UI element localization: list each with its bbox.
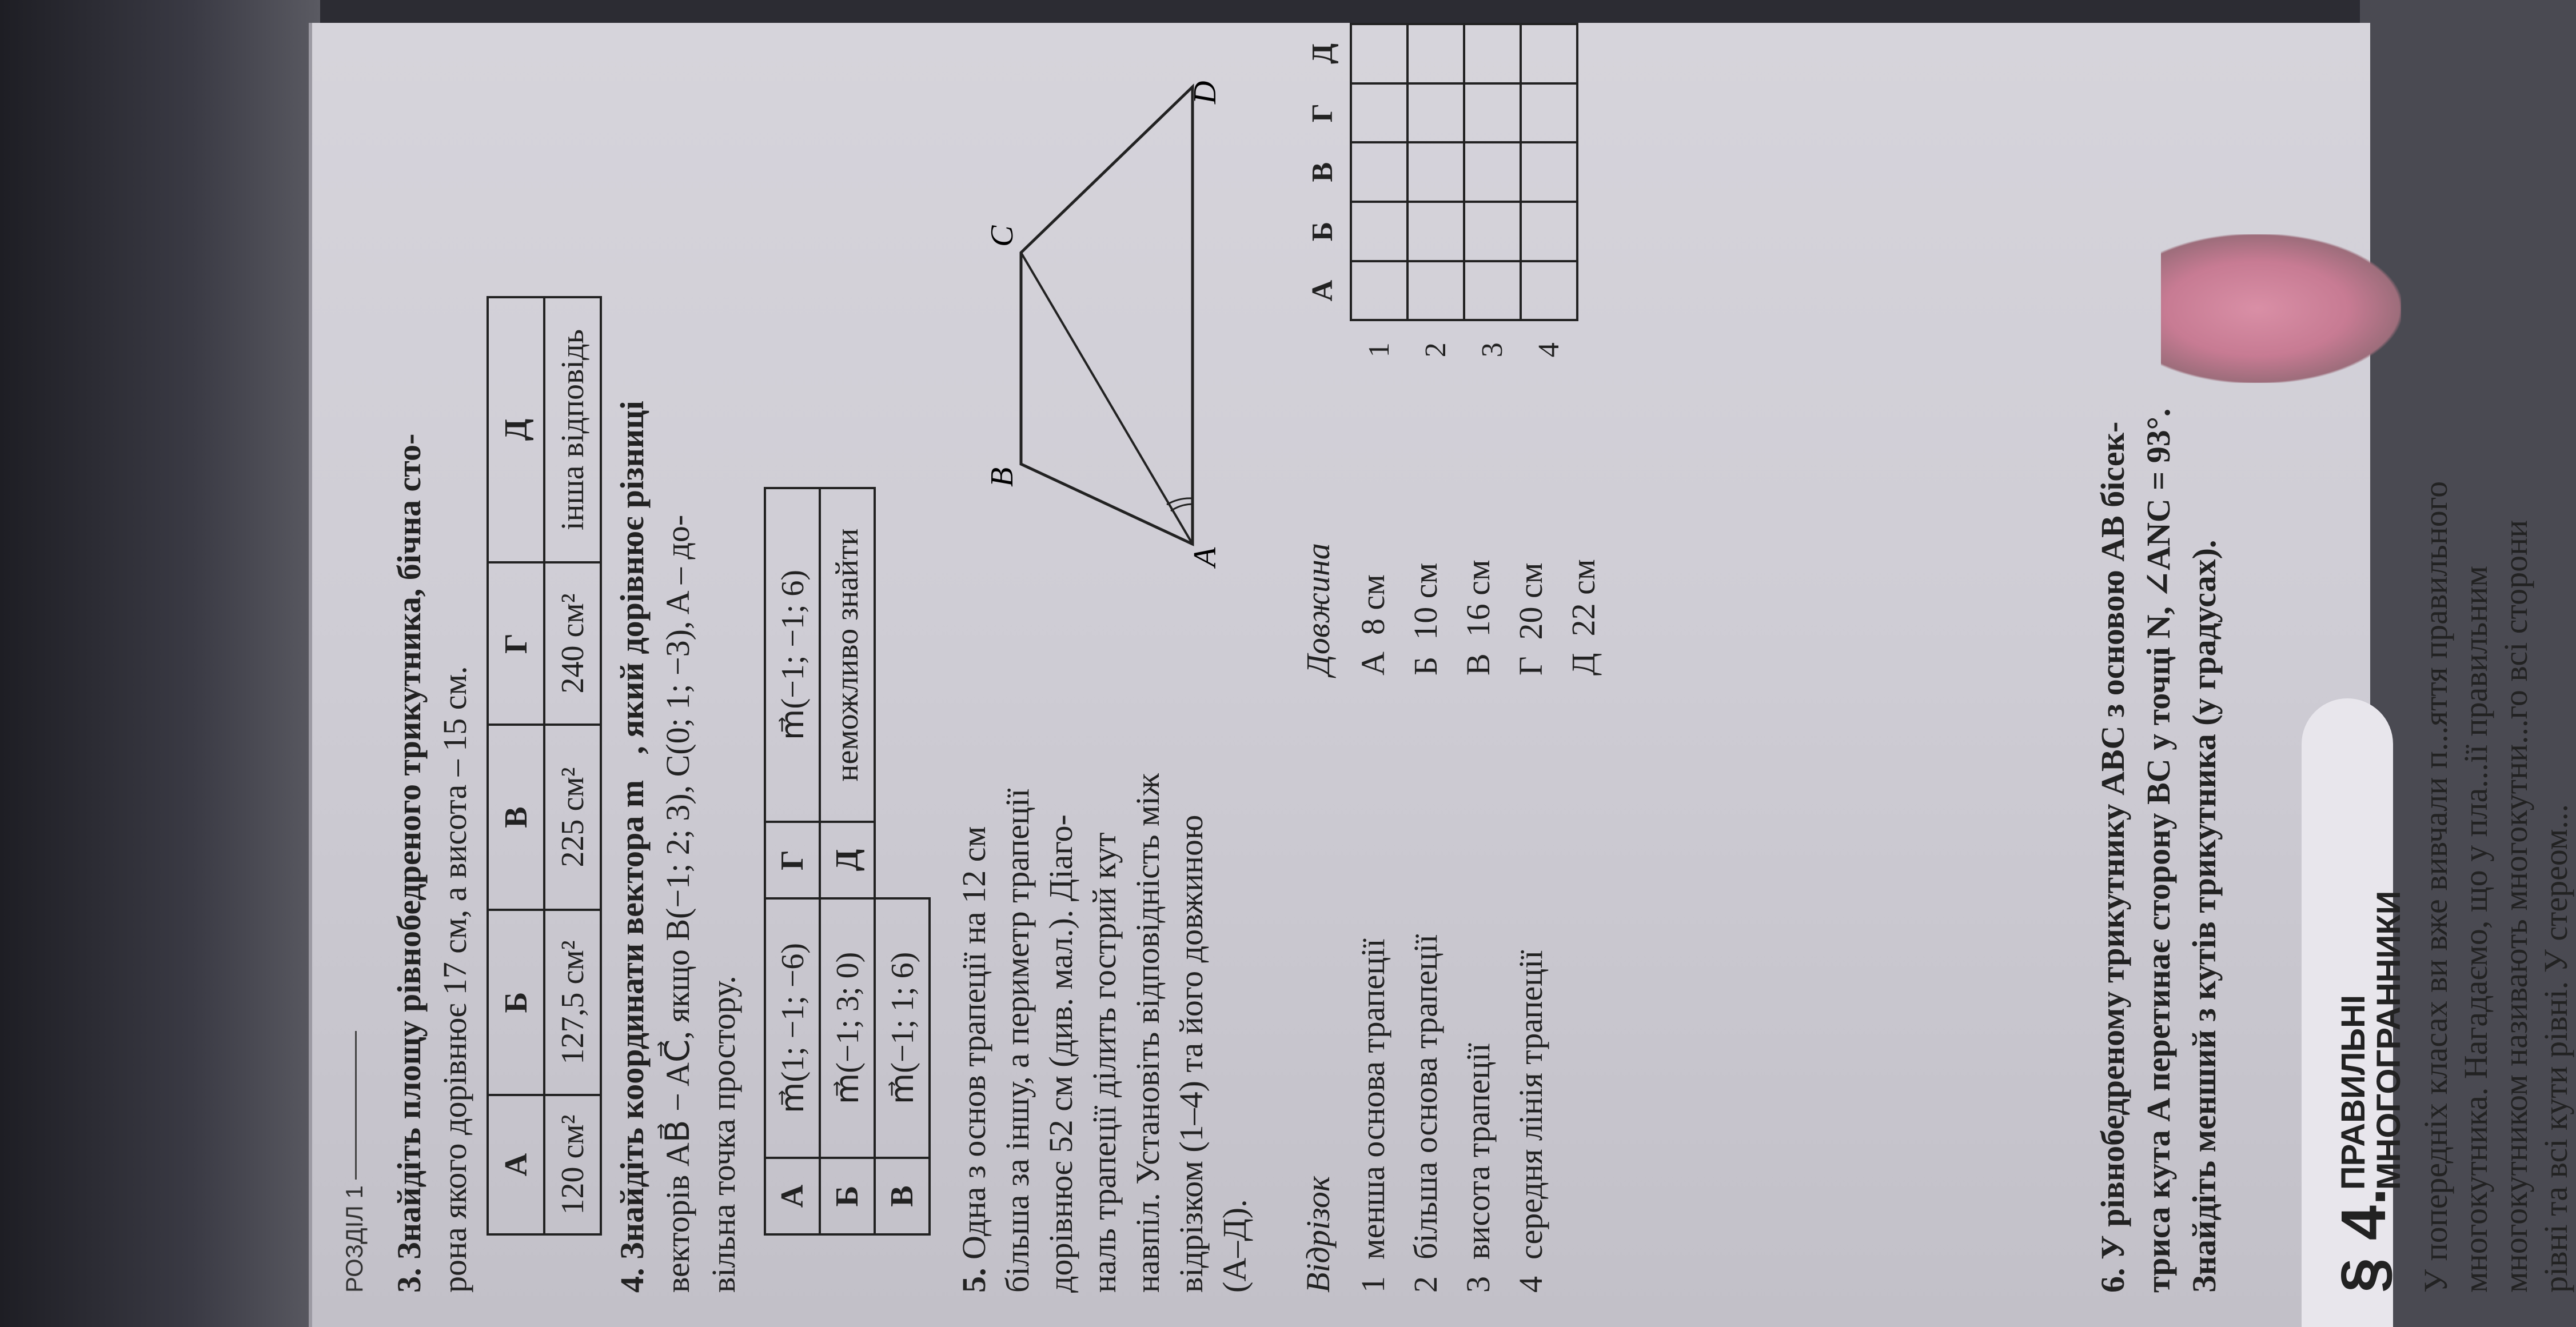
trapezoid-figure: [964, 70, 1227, 584]
segment-number: 4: [1512, 1276, 1549, 1293]
q4-value-b: m⃗(−1; 3; 0): [820, 898, 875, 1158]
q4-answer-table: [764, 487, 931, 1236]
length-item-d: [1557, 559, 1610, 676]
grid-col-g: Г: [1306, 103, 1339, 123]
grid-cell[interactable]: [1351, 24, 1407, 83]
segment-item-2: [1399, 934, 1452, 1293]
question-3: [386, 64, 478, 1293]
grid-cell[interactable]: [1521, 202, 1577, 261]
segment-text: менша основа трапеції: [1354, 938, 1391, 1260]
q4-letter-a: А: [765, 1158, 820, 1234]
lengths-title: Довжина: [1299, 543, 1337, 676]
grid-cell[interactable]: [1464, 24, 1521, 83]
q3-text-line1: Знайдіть площу рівнобедреного трикутника, бічна сто-: [390, 433, 428, 1260]
q5-line-7: (А–Д).: [1216, 1199, 1253, 1293]
section-title: [2336, 891, 2407, 1190]
grid-cell[interactable]: [1464, 202, 1521, 261]
question-5: [952, 607, 1257, 1293]
grid-cell[interactable]: [1407, 261, 1464, 321]
segment-number: 2: [1407, 1276, 1444, 1293]
grid-cell[interactable]: [1521, 24, 1577, 83]
page-header: [341, 1031, 368, 1293]
finger-thumb: [2161, 234, 2401, 383]
angle-arc-1: [1171, 504, 1193, 511]
grid-cell[interactable]: [1351, 142, 1407, 202]
segment-number: 3: [1460, 1276, 1497, 1293]
q4-number: 4.: [613, 1268, 651, 1293]
q5-line-2: більша за іншу, а периметр трапеції: [999, 788, 1036, 1293]
q3-answer-table: [487, 296, 602, 1236]
grid-row-4: 4: [1533, 342, 1565, 358]
vertex-c-label: C: [984, 225, 1020, 247]
grid-cell[interactable]: [1407, 142, 1464, 202]
grid-row-1: 1: [1363, 342, 1395, 358]
length-letter: Б: [1407, 656, 1444, 676]
length-letter: Г: [1512, 656, 1549, 676]
textbook-page: [309, 23, 2574, 1327]
q6-number: 6.: [2094, 1268, 2131, 1293]
grid-col-v: В: [1306, 162, 1339, 182]
q3-value-a: 120 см²: [544, 1095, 601, 1234]
q3-number: 3.: [390, 1268, 428, 1293]
q3-header-b: Б: [488, 910, 544, 1095]
length-letter: А: [1354, 651, 1391, 676]
length-value: 10 см: [1407, 562, 1444, 640]
grid-row-2: 2: [1419, 342, 1452, 358]
length-item-b: [1399, 559, 1452, 676]
para-line3: многокутником називають многокутни...го всі сторони: [2497, 519, 2534, 1293]
length-item-v: [1452, 559, 1505, 676]
q5-line-4: наль трапеції ділить гострий кут: [1086, 832, 1123, 1293]
segment-text: висота трапеції: [1460, 1043, 1497, 1260]
segment-text: середня лінія трапеції: [1512, 950, 1549, 1260]
q4-letter-g: Г: [765, 822, 820, 898]
q4-value-a: m⃗(1; −1; −6): [765, 898, 820, 1158]
length-letter: Д: [1565, 653, 1602, 676]
para-line4: рівні та всі кути рівні. У стереом...: [2537, 804, 2574, 1293]
q5-number: 5.: [955, 1268, 992, 1293]
q3-header-v: В: [488, 725, 544, 910]
length-value: 16 см: [1460, 559, 1497, 637]
q3-header-g: Г: [488, 562, 544, 725]
section-title-line2: МНОГОГРАННИКИ: [2370, 890, 2407, 1190]
q3-value-v: 225 см²: [544, 725, 601, 910]
grid-cell[interactable]: [1407, 202, 1464, 261]
trapezoid-diagonal: [1021, 253, 1193, 544]
grid-cell[interactable]: [1351, 261, 1407, 321]
q4-value-g: m⃗(−1; −1; 6): [765, 488, 820, 822]
q5-line-6: відрізком (1–4) та його довжиною: [1173, 814, 1210, 1293]
q5-line-1: Одна з основ трапеції на 12 см: [955, 826, 992, 1260]
q3-value-g: 240 см²: [544, 562, 601, 725]
q4-text-line3: вільна точка простору.: [705, 976, 742, 1293]
q4-text-line2: векторів AB⃗ − AC⃗, якщо B(−1; 2; 3), C(0; 1; −3), A – до-: [659, 514, 696, 1293]
grid-row-3: 3: [1476, 342, 1509, 358]
q6-text-line3: Знайдіть менший з кутів трикутника (у градусах).: [2186, 539, 2223, 1293]
vertex-b-label: B: [984, 467, 1020, 487]
q5-line-5: навпіл. Установіть відповідність між: [1129, 773, 1166, 1293]
section-label: РОЗДІЛ 1: [341, 1185, 368, 1293]
length-value: 20 см: [1512, 562, 1549, 640]
segment-item-1: [1347, 934, 1399, 1293]
q3-header-a: А: [488, 1095, 544, 1234]
para-line1: У попередніх класах ви вже вивчали п...яття правильного: [2417, 481, 2454, 1293]
length-value: 8 см: [1354, 574, 1391, 635]
segments-title: Відрізок: [1299, 1176, 1337, 1293]
q4-letter-d: Д: [820, 822, 875, 898]
grid-cell[interactable]: [1351, 202, 1407, 261]
q6-text-line1: У рівнобедреному трикутнику ABC з основою AB бісек-: [2094, 421, 2131, 1260]
grid-cell[interactable]: [1407, 24, 1464, 83]
q4-text-line1: Знайдіть координати вектора m⃗, який дорівнює різниці: [613, 401, 651, 1260]
background-left: [0, 0, 320, 1327]
grid-cell[interactable]: [1521, 142, 1577, 202]
grid-cell[interactable]: [1464, 261, 1521, 321]
q4-value-v: m⃗(−1; 1; 6): [875, 898, 930, 1158]
section-paragraph: [2416, 64, 2576, 1293]
vertex-a-label: A: [1187, 547, 1223, 567]
question-4: [609, 64, 747, 1293]
q3-text-line2: рона якого дорівнює 17 см, а висота – 15 см.: [436, 666, 473, 1293]
section-number-badge: § 4.: [2328, 1188, 2399, 1293]
q3-header-d: Д: [488, 297, 544, 562]
grid-cell[interactable]: [1464, 83, 1521, 143]
length-item-a: [1347, 559, 1399, 676]
page-content-rotated: [312, 23, 2574, 1327]
length-letter: В: [1460, 653, 1497, 676]
q4-letter-v: В: [875, 1158, 930, 1234]
grid-cell[interactable]: [1464, 142, 1521, 202]
grid-col-d: Д: [1306, 43, 1339, 64]
grid-cell[interactable]: [1407, 83, 1464, 143]
header-rule: [355, 1031, 357, 1180]
length-value: 22 см: [1565, 559, 1602, 637]
segment-number: 1: [1354, 1276, 1391, 1293]
segments-list: [1347, 934, 1557, 1293]
lengths-list: [1347, 559, 1610, 676]
q4-letter-b: Б: [820, 1158, 875, 1234]
grid-cell[interactable]: [1521, 83, 1577, 143]
q6-text-line2: триса кута A перетинає сторону BC у точці N, ∠ANC = 93°.: [2140, 408, 2177, 1293]
q3-value-d: інша відповідь: [544, 297, 601, 562]
grid-cell[interactable]: [1521, 261, 1577, 321]
length-item-g: [1505, 559, 1557, 676]
trapezoid-outline: [1021, 87, 1193, 544]
q4-value-d: неможливо знайти: [820, 488, 875, 822]
grid-col-b: Б: [1306, 221, 1339, 242]
grid-cell[interactable]: [1351, 83, 1407, 143]
para-line2: многокутника. Нагадаємо, що у пла...ії правильним: [2457, 566, 2494, 1293]
grid-col-a: А: [1306, 279, 1339, 302]
q3-value-b: 127,5 см²: [544, 910, 601, 1095]
segment-text: більша основа трапеції: [1407, 934, 1444, 1260]
segment-item-3: [1452, 934, 1505, 1293]
section-title-line1: ПРАВИЛЬНІ: [2335, 994, 2372, 1190]
answer-grid: [1295, 23, 1578, 378]
q5-line-3: дорівнює 52 см (див. мал.). Діаго-: [1042, 814, 1079, 1293]
vertex-d-label: D: [1187, 81, 1223, 104]
segment-item-4: [1505, 934, 1557, 1293]
